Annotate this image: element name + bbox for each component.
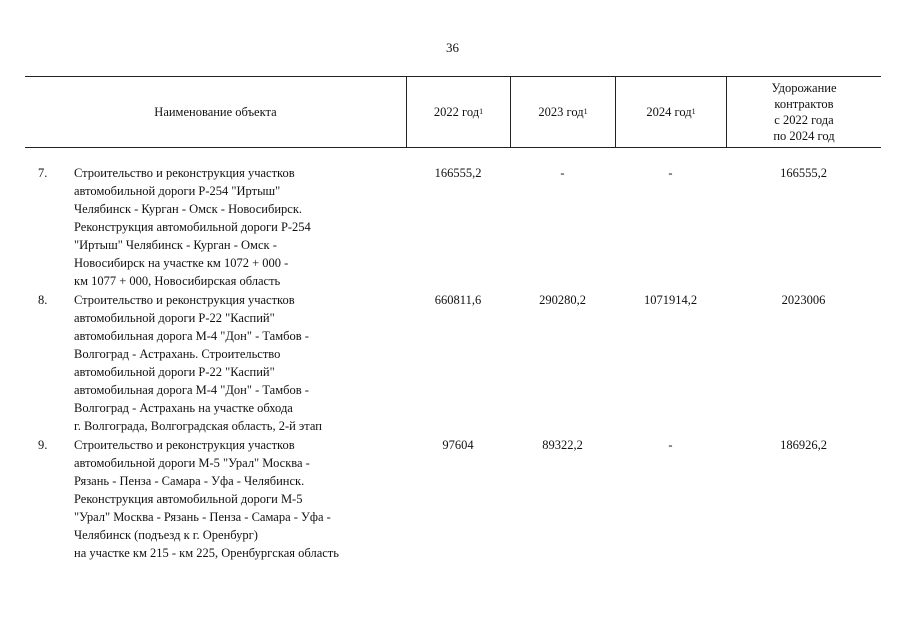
value-2024: - bbox=[668, 166, 673, 180]
row-number: 8. bbox=[38, 293, 48, 307]
value-2023: - bbox=[560, 166, 565, 180]
value-2024: 1071914,2 bbox=[643, 293, 698, 307]
header-cost-increase: Удорожание контрактов с 2022 года по 2024 год bbox=[771, 80, 837, 143]
header-2022-label: 2022 год bbox=[433, 104, 480, 119]
row-number: 9. bbox=[38, 438, 48, 452]
value-2023: 89322,2 bbox=[542, 438, 583, 452]
header-2023-label: 2023 год bbox=[538, 104, 584, 119]
header-2023: 2023 год 1 bbox=[538, 104, 588, 119]
object-name: Строительство и реконструкция участков автомобильной дороги М-5 "Урал" Москва - Рязань - Пенза - Самара - Уфа - Челябинск. Реконструкция автомобильной дороги М-5 "Урал" Москва - Рязань - Пенза - Самара - Уфа - Челябинск (подъезд к г. Оренбург) на участке км 215 - км 225, Оренбургская область bbox=[74, 438, 339, 560]
page-number: 36 bbox=[446, 40, 459, 55]
table-header-bottom-rule bbox=[25, 147, 881, 148]
object-name: Строительство и реконструкция участков автомобильной дороги Р-22 "Каспий" автомобильная дорога М-4 "Дон" - Тамбов - Волгоград - Астрахань. Строительство автомобильной дороги Р-22 "Каспий" автомобильная дорога М-4 "Дон" - Тамбов - Волгоград - Астрахань на участке обхода г. Волгограда, Волгоградская область, 2-й этап bbox=[74, 293, 322, 433]
value-cost-increase: 166555,2 bbox=[780, 166, 827, 180]
object-name: Строительство и реконструкция участков автомобильной дороги Р-254 "Иртыш" Челябинск - Курган - Омск - Новосибирск. Реконструкция автомобильной дороги Р-254 "Иртыш" Челябинск - Курган - Омск - Новосибирск на участке км 1072 + 000 - км 1077 + 000, Новосибирская область bbox=[74, 166, 311, 288]
header-2024-label: 2024 год bbox=[646, 104, 692, 119]
header-2022: 2022 год 1 bbox=[433, 104, 484, 119]
value-2024: - bbox=[668, 438, 673, 452]
header-object-name-label: Наименование объекта bbox=[154, 104, 277, 119]
value-2022: 660811,6 bbox=[434, 293, 482, 307]
header-2024: 2024 год 1 bbox=[646, 104, 696, 119]
row-number: 7. bbox=[38, 166, 48, 180]
header-object-name bbox=[25, 76, 406, 147]
value-cost-increase: 2023006 bbox=[781, 293, 826, 307]
value-2022: 97604 bbox=[442, 438, 474, 452]
value-2022: 166555,2 bbox=[434, 166, 482, 180]
value-2023: 290280,2 bbox=[539, 293, 586, 307]
value-cost-increase: 186926,2 bbox=[780, 438, 827, 452]
